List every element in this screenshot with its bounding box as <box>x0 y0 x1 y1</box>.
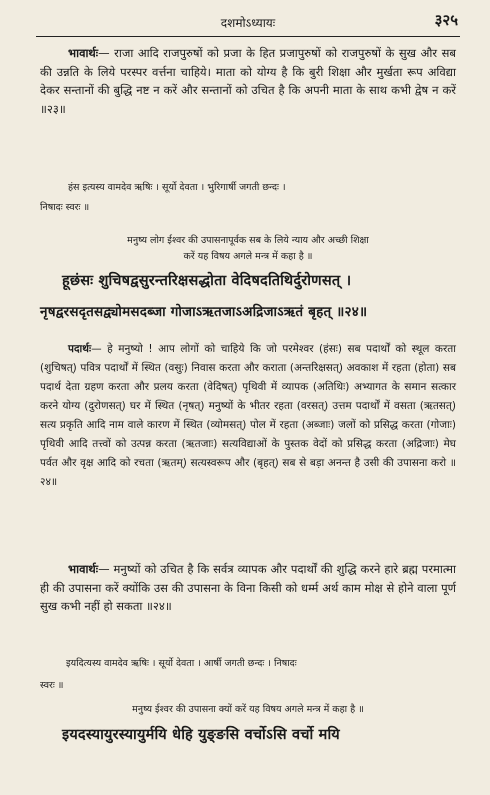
padartha-label: पदार्थः <box>68 343 92 355</box>
svara-line: स्वरः ॥ <box>40 680 64 691</box>
mantra-verse-line: हूछंसः शुचिषद्वसुरन्तरिक्षसद्धोता वेदिषदतिथिर्दुरोणसत् । <box>62 272 352 289</box>
chapter-title: दशमोऽध्यायः <box>220 16 276 30</box>
bhavartha-paragraph-1 <box>40 44 456 118</box>
bhavartha-text: — मनुष्यों को उचित है कि सर्वत्र व्यापक और पदार्थों की शुद्धि करने हारे ब्रह्म परमात्मा ही की उपासना करें क्योंकि उस की उपासना के विना किसी को धर्म्म अर्थ काम मोक्ष से होने वाला पूर्ण सुख कभी नहीं हो सकता ॥२४॥ <box>40 562 456 613</box>
svara-line: निषादः स्वरः ॥ <box>40 202 90 213</box>
padartha-text: — हे मनुष्यो ! आप लोगों को चाहिये कि जो परमेश्वर (हंसः) सब पदार्थों को स्थूल करता (शुचिषत्) पवित्र पदार्थों में स्थित (वसुः) निवास करता और कराता (अन्तरिक्षसत्) अवकाश में रहता (होता) सब पदार्थ देता ग्रहण करता और प्रलय करता (वेदिषत्) पृथिवी में व्यापक (अतिथिः) अभ्यागत के समान सत्कार करने योग्य (दुरोणसत्) घर में स्थित (नृषत्) मनुष्यों के भीतर रहता (वरसत्) उत्तम पदार्थों में वसता (ऋतसत्) सत्य प्रकृति आदि नाम वाले कारण में स्थित (व्योमसत्) पोल में रहता (अब्जाः) जलों को प्रसिद्ध करता (गोजाः) पृथिवी आदि तत्त्वों को उत्पन्न करता (ऋतजाः) सत्यविद्याओं के पुस्तक वेदों को प्रसिद्ध करता (अद्रिजाः) मेघ पर्वत और वृक्ष आदि को रचता (ऋतम्) सत्यस्वरूप और (बृहत्) सब से बड़ा अनन्त है उसी की उपासना करो ॥२४॥ <box>40 343 456 488</box>
mantra-intro-line: करें यह विषय अगले मन्त्र में कहा है ॥ <box>183 251 313 262</box>
running-header <box>36 10 460 37</box>
bhavartha-text: — राजा आदि राजपुरुषों को प्रजा के हित प्रजापुरुषों को राजपुरुषों के सुख और सब की उन्नति के लिये परस्पर वर्त्तना चाहिये। माता को योग्य है कि बुरी शिक्षा और मुर्खता रूप अविद्या देकर सन्तानों की बुद्धि नष्ट न करें और सन्तानों को उचित है कि अपनी माता के साथ कभी द्वेष न करें ॥२३॥ <box>40 46 456 116</box>
mantra-intro-line: मनुष्य लोग ईश्वर की उपासनापूर्वक सब के लिये न्याय और अच्छी शिक्षा <box>127 235 369 246</box>
padartha-paragraph <box>40 340 456 492</box>
bhavartha-paragraph-2 <box>40 560 456 616</box>
rishi-devata-line: इयदित्यस्य वामदेव ऋषिः । सूर्यो देवता । आर्षी जगती छन्दः । निषादः <box>66 658 297 669</box>
mantra-verse-line: इयदस्यायुरस्यायुर्मयि धेहि युङ्ङसि वर्चोऽसि वर्चो मयि <box>62 726 340 743</box>
page-number: ३२५ <box>434 11 458 29</box>
rishi-devata-line: हंस इत्यस्य वामदेव ऋषिः । सूर्यो देवता । भुरिगार्षी जगती छन्दः । <box>68 182 286 193</box>
mantra-intro-line: मनुष्य ईश्वर की उपासना क्यों करें यह विषय अगले मन्त्र में कहा है ॥ <box>132 704 364 715</box>
bhavartha-label: भावार्थः <box>68 562 99 576</box>
bhavartha-label: भावार्थः <box>68 46 99 60</box>
mantra-verse-line: नृषद्वरसदृतसद्व्योमसदब्जा गोजाऽऋतजाऽअद्रिजाऽऋतं बृहत् ॥२४॥ <box>40 304 368 320</box>
